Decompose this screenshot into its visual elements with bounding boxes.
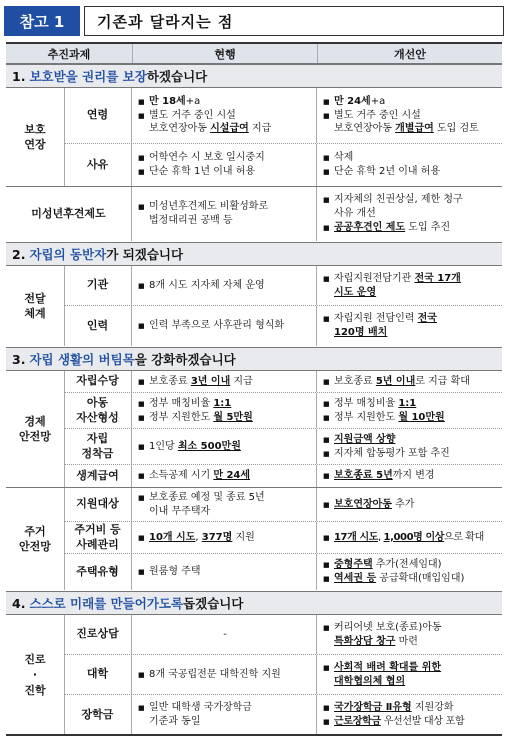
improved-university: ■ 사회적 배려 확대를 위한 대학협의체 협의 <box>317 655 502 694</box>
table-row-housing-type <box>64 554 502 590</box>
current-scholarship: ■ 일반 대학생 국가장학금 기준과 동일 <box>132 695 317 735</box>
table-row-asset-building <box>64 393 502 429</box>
row-label-scholarship: 장학금 <box>64 695 132 735</box>
group-career-education <box>6 615 502 735</box>
table-row-university <box>64 655 502 695</box>
improved-career-counseling: ■ 커리어넷 보호(종료)아동 특화상담 창구 마련 <box>317 615 502 654</box>
section-2-heading: 2. 자립의 동반자 가 되겠습니다 <box>6 242 502 266</box>
improved-settlement-fund: ■ 지원금액 상향 ■ 지자체 합동평가 포함 추진 <box>317 429 502 464</box>
group-delivery-system <box>6 266 502 346</box>
improved-housing-type: ■ 중형주택 추가(전세임대) ■ 역세권 등 공급확대(매입임대) <box>317 554 502 590</box>
improved-guardianship: ■ 지자체의 친권상실, 제한 청구 사유 개선 ■ 공공후견인 제도 도입 추진 <box>317 187 502 241</box>
improved-age: ■ 만 24세+a ■ 별도 거주 중인 시설 보호연장아동 개별급여 도입 검토 <box>317 88 502 143</box>
table-row-reason <box>64 144 502 186</box>
row-label-settlement-fund: 자립 정착금 <box>64 429 132 464</box>
row-label-staff: 인력 <box>64 306 132 346</box>
current-staff: ■ 인력 부족으로 사후관리 형식화 <box>132 306 317 346</box>
section-3-heading: 3. 자립 생활의 버팀목 을 강화하겠습니다 <box>6 347 502 371</box>
table-row-guardianship <box>6 187 502 241</box>
improved-livelihood: ■ 보호종료 5년까지 변경 <box>317 465 502 487</box>
improved-eligibility: ■ 보호연장아동 추가 <box>317 488 502 521</box>
title-bar <box>4 6 504 36</box>
current-university: ■ 8개 국공립전문 대학진학 지원 <box>132 655 317 694</box>
row-label-reason: 사유 <box>64 144 132 186</box>
current-case-management: ■ 10개 시도, 377명 지원 <box>132 522 317 553</box>
group-economic-safety-net <box>6 371 502 487</box>
category-protection-extension: 보호 연장 <box>6 88 65 186</box>
table-row-agency <box>64 266 502 306</box>
table-row-settlement-fund <box>64 429 502 465</box>
row-label-livelihood: 생계급여 <box>64 465 132 487</box>
header-task: 추진과제 <box>47 47 91 61</box>
row-label-eligibility: 지원대상 <box>64 488 132 521</box>
table-row-livelihood <box>64 465 502 487</box>
improved-reason: ■ 삭제 ■ 단순 휴학 2년 이내 허용 <box>317 144 502 186</box>
table-row-case-management <box>64 522 502 554</box>
current-agency: ■ 8개 시도 지자체 자체 운영 <box>132 266 317 305</box>
current-career-counseling: - <box>132 615 317 654</box>
category-housing-safety-net: 주거 안전망 <box>6 488 65 590</box>
row-label-age: 연령 <box>64 88 132 143</box>
row-label-allowance: 자립수당 <box>64 371 132 392</box>
improved-scholarship: ■ 국가장학금 Ⅱ유형 지원강화 ■ 근로장학금 우선선발 대상 포함 <box>317 695 502 735</box>
improved-agency: ■ 자립지원전담기관 전국 17개 시도 운영 <box>317 266 502 305</box>
improved-allowance: ■ 보호종료 5년 이내로 지급 확대 <box>317 371 502 392</box>
current-reason: ■ 어학연수 시 보호 일시중지 ■ 단순 휴학 1년 이내 허용 <box>132 144 317 186</box>
header-improved: 개선안 <box>317 44 502 63</box>
row-label-guardianship: 미성년후견제도 <box>6 187 132 241</box>
category-delivery-system: 전달 체계 <box>6 266 65 346</box>
row-label-agency: 기관 <box>64 266 132 305</box>
table-row-allowance <box>64 371 502 393</box>
group-protection-extension <box>6 88 502 186</box>
row-label-asset-building: 아동 자산형성 <box>64 393 132 428</box>
category-economic-safety-net: 경제 안전망 <box>6 371 65 487</box>
table-row-eligibility <box>64 488 502 522</box>
section-4-heading: 4. 스스로 미래를 만들어가도록 돕겠습니다 <box>6 591 502 615</box>
table-row-age <box>64 88 502 144</box>
category-career-education: 진로 · 진학 <box>6 615 65 735</box>
current-allowance: ■ 보호종료 3년 이내 지급 <box>132 371 317 392</box>
table-header <box>6 42 502 64</box>
current-eligibility: ■ 보호종료 예정 및 종료 5년 이내 무주택자 <box>132 488 317 521</box>
table-row-staff <box>64 306 502 346</box>
section-1-heading: 1. 보호받을 권리를 보장 하겠습니다 <box>6 64 502 88</box>
table-row-career-counseling <box>64 615 502 655</box>
improved-staff: ■ 자립지원 전담인력 전국 120명 배치 <box>317 306 502 346</box>
current-guardianship: ■ 미성년후견제도 비활성화로 법정대리권 공백 등 <box>132 187 317 241</box>
title-badge: 참고 1 <box>4 6 80 36</box>
row-label-university: 대학 <box>64 655 132 694</box>
current-housing-type: ■ 원룸형 주택 <box>132 554 317 590</box>
current-livelihood: ■ 소득공제 시기 만 24세 <box>132 465 317 487</box>
page-title: 기존과 달라지는 점 <box>84 6 504 36</box>
improved-asset-building: ■ 정부 매칭비율 1:1 ■ 정부 지원한도 월 10만원 <box>317 393 502 428</box>
row-label-case-management: 주거비 등 사례관리 <box>64 522 132 553</box>
table-row-scholarship <box>64 695 502 735</box>
comparison-table <box>6 42 502 738</box>
group-housing-safety-net <box>6 488 502 590</box>
current-age: ■ 만 18세+a ■ 별도 거주 중인 시설 보호연장아동 시설급여 지급 <box>132 88 317 143</box>
improved-case-management: ■ 17개 시도, 1,000명 이상으로 확대 <box>317 522 502 553</box>
row-label-career-counseling: 진로상담 <box>64 615 132 654</box>
current-asset-building: ■ 정부 매칭비율 1:1 ■ 정부 지원한도 월 5만원 <box>132 393 317 428</box>
current-settlement-fund: ■ 1인당 최소 500만원 <box>132 429 317 464</box>
header-current: 현행 <box>132 44 317 63</box>
row-label-housing-type: 주택유형 <box>64 554 132 590</box>
